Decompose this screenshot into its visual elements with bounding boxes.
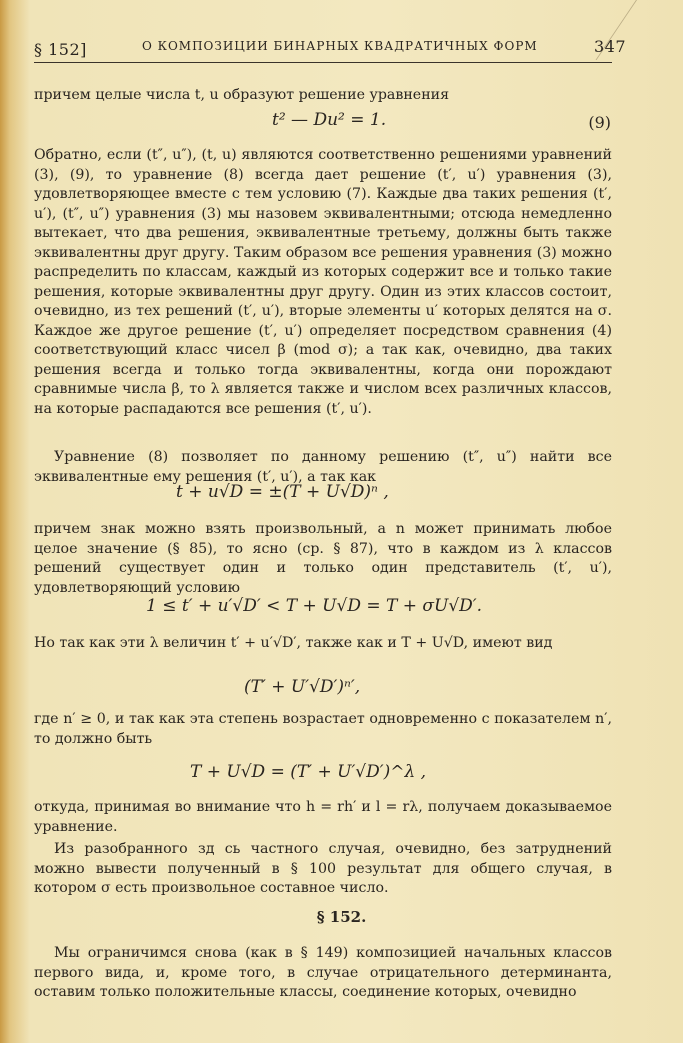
paragraph-5: Но так как эти λ величин t′ + u′√D′, также как и T + U√D, имеют вид	[34, 635, 553, 651]
paragraph-2: Обратно, если (t″, u″), (t, u) являются соответственно решениями уравнений (3), (9), то уравнение (8) всегда дает решение (t′, u′) уравнения (3), удовлетворяющее вместе с тем условию (7). Каждые два таких решения (t′, u′), (t″, u″) уравнения (3) мы назовем эквивалентными; отсюда немедленно вытекает, что два решения, эквивалентные третьему, должны быть также эквивалентны друг другу. Таким образом все решения уравнения (3) можно распределить по классам, каждый из которых содержит все и только такие решения, которые эквивалентны друг другу. Один из этих классов состоит, очевидно, из тех решений (t′, u′), вторые элементы u′ которых делятся на σ. Каждое же другое решение (t′, u′) определяет посредством сравнения (4) соответствующий класс чисел β (mod σ); а так как, очевидно, два таких решения всегда и только тогда эквивалентны, когда они порождают сравнимые числа β, то λ является также и числом всех различных классов, на которые распадаются все решения (t′, u′).	[34, 147, 612, 417]
paragraph-1: причем целые числа t, u образуют решение уравнения	[34, 87, 450, 103]
header-section: § 152]	[34, 40, 87, 59]
paragraph-8: Из разобранного зд сь частного случая, очевидно, без затруднений можно вывести полученный в § 100 результат для общего случая, в котором σ есть произвольное составное число.	[34, 841, 612, 896]
running-header	[34, 34, 634, 60]
header-rule	[34, 62, 612, 63]
paragraph-3: Уравнение (8) позволяет по данному решению (t″, u″) найти все эквивалентные ему решения (t′, u′), а так как	[34, 449, 612, 485]
equation-9-number: (9)	[588, 113, 611, 132]
equation-9: t² — Du² = 1.	[272, 110, 387, 130]
header-title: О КОМПОЗИЦИИ БИНАРНЫХ КВАДРАТИЧНЫХ ФОРМ	[142, 39, 538, 53]
page-number: 347	[593, 37, 626, 56]
paragraph-7: откуда, принимая во внимание что h = rh′ и l = rλ, получаем доказываемое уравнение.	[34, 799, 612, 835]
equation-inequality: 1 ≤ t′ + u′√D′ < T + U√D = T + σU√D′.	[146, 596, 483, 616]
section-heading: § 152.	[316, 908, 367, 926]
equation-result: T + U√D = (T′ + U′√D′)^λ ,	[190, 762, 427, 782]
paragraph-4: причем знак можно взять произвольный, а n может принимать любое целое значение (§ 85), то ясно (ср. § 87), что в каждом из λ классов решений существует один и только один представитель (t′, u′), удовлетворяющий условию	[34, 521, 612, 596]
equation-power: t + u√D = ±(T + U√D)ⁿ ,	[176, 482, 389, 502]
equation-form: (T′ + U′√D′)ⁿ′,	[244, 677, 361, 697]
paragraph-6: где n′ ≥ 0, и так как эта степень возрастает одновременно с показателем n′, то должно быть	[34, 711, 612, 747]
paragraph-9: Мы ограничимся снова (как в § 149) композицией начальных классов первого вида, и, кроме того, в случае отрицательного детерминанта, оставим только положительные классы, соединение которых, очевидно	[34, 945, 612, 1000]
